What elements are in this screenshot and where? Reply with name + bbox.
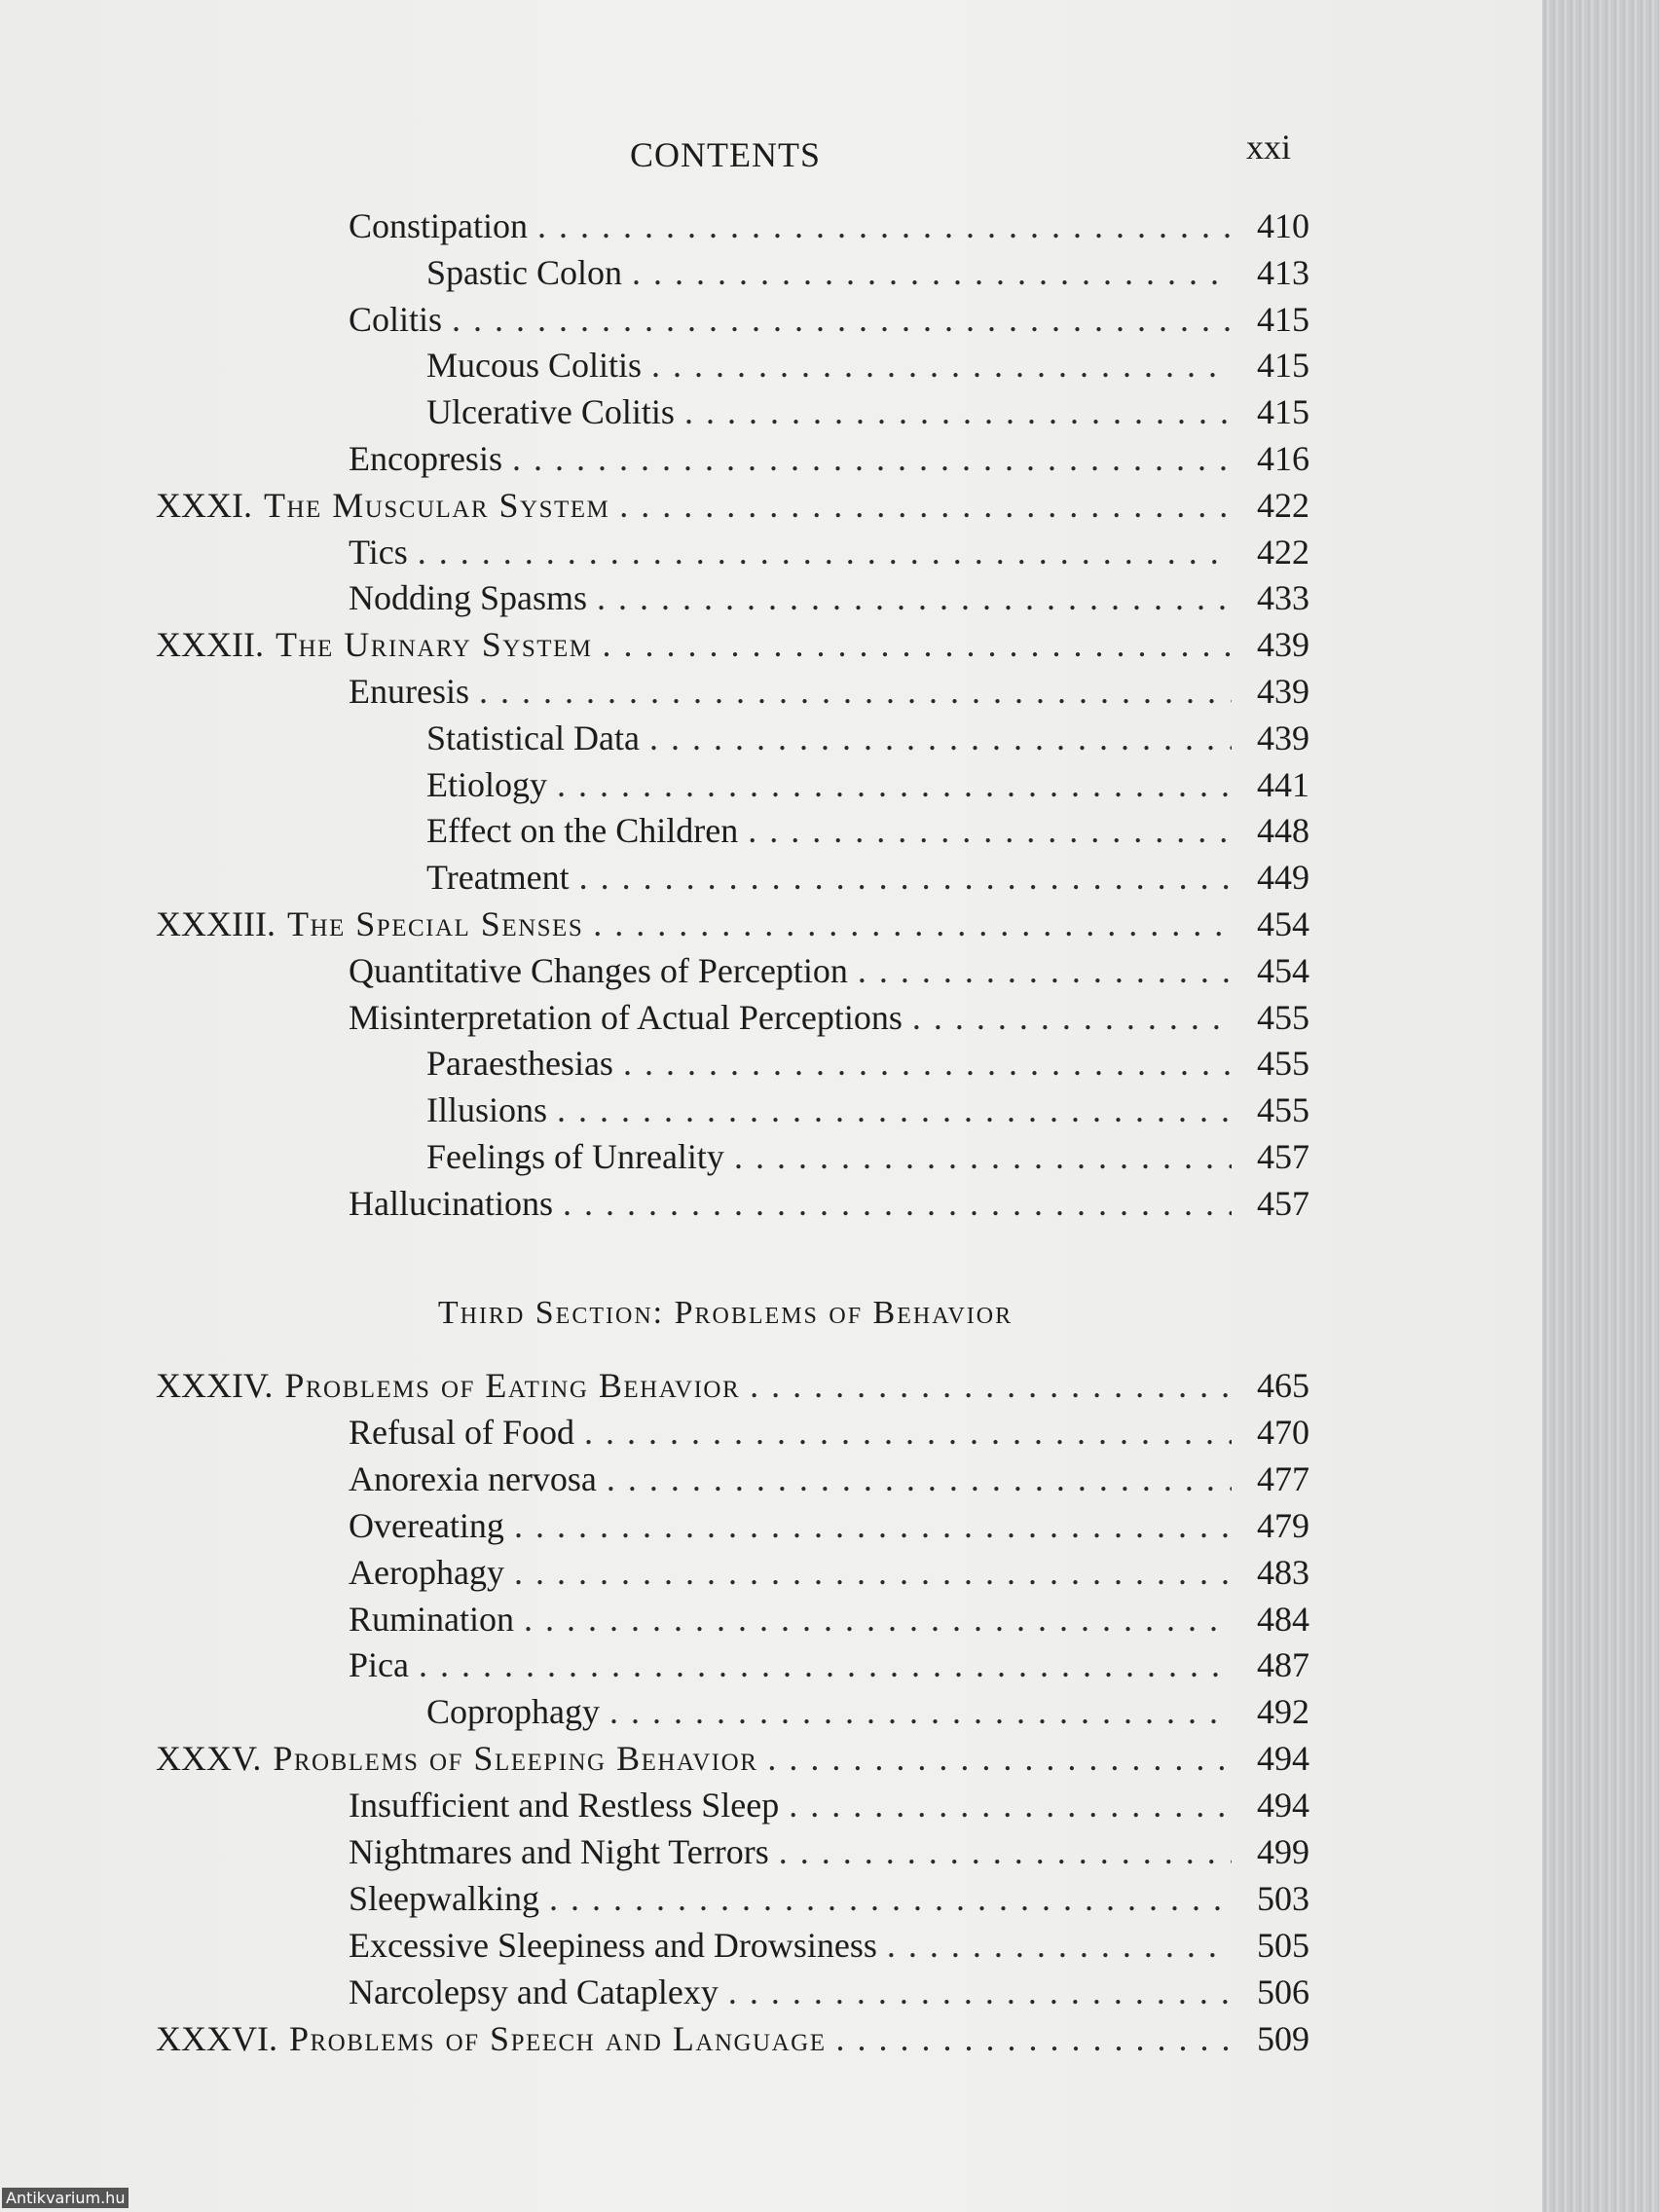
- chapter-number: XXXVI.: [156, 2018, 277, 2058]
- entry-page-number: 505: [1257, 1925, 1309, 1965]
- dot-leader: [912, 996, 1232, 1039]
- toc-entry: [426, 1690, 1309, 1733]
- toc-entry: [349, 204, 1309, 247]
- toc-entry: [349, 1411, 1309, 1454]
- entry-page-number: 439: [1257, 672, 1309, 711]
- entry-title: Aerophagy: [349, 1552, 504, 1592]
- entry-page-number: 479: [1257, 1505, 1309, 1545]
- entry-title: Encopresis: [349, 439, 502, 478]
- toc-entry: [426, 763, 1309, 806]
- entry-title: Problems of Eating Behavior: [284, 1366, 741, 1405]
- dot-leader: [623, 1042, 1232, 1085]
- dot-leader: [537, 204, 1232, 247]
- entry-title: Sleepwalking: [349, 1878, 539, 1918]
- entry-title: Rumination: [349, 1599, 514, 1639]
- toc-entry: [426, 1042, 1309, 1085]
- toc-entry: [426, 1135, 1309, 1178]
- entry-title: Mucous Colitis: [426, 346, 643, 386]
- entry-title: Colitis: [349, 299, 443, 339]
- toc-entry: [426, 251, 1309, 294]
- chapter-number: XXXII.: [156, 625, 264, 665]
- entry-title: Etiology: [426, 764, 547, 804]
- entry-page-number: 441: [1257, 764, 1309, 804]
- entry-page-number: 454: [1257, 904, 1309, 943]
- toc-entry: [426, 856, 1309, 899]
- dot-leader: [593, 903, 1232, 945]
- toc-entry: [349, 1877, 1309, 1920]
- section-heading: Third Section: Problems of Behavior: [437, 1295, 1014, 1331]
- entry-title: Illusions: [426, 1090, 548, 1130]
- entry-title: The Muscular System: [263, 485, 610, 525]
- dot-leader: [557, 1088, 1232, 1131]
- toc-entry: [349, 1551, 1309, 1594]
- entry-title: Excessive Sleepiness and Drowsiness: [349, 1925, 877, 1965]
- page-title: CONTENTS: [630, 135, 821, 174]
- entry-page-number: 494: [1257, 1786, 1309, 1825]
- toc-entry: [349, 1598, 1309, 1641]
- toc-entry: [349, 298, 1309, 341]
- chapter-entry: [156, 2017, 1309, 2060]
- entry-title: Quantitative Changes of Perception: [349, 950, 848, 990]
- watermark: Antikvarium.hu: [2, 2188, 129, 2208]
- entry-title: Tics: [349, 532, 408, 571]
- entry-page-number: 448: [1257, 811, 1309, 851]
- dot-leader: [419, 1643, 1232, 1686]
- dot-leader: [418, 531, 1232, 573]
- toc-entry: [349, 1830, 1309, 1873]
- toc-entry: [349, 1924, 1309, 1967]
- entry-title: Nightmares and Night Terrors: [349, 1832, 769, 1871]
- toc-entry: [349, 1457, 1309, 1500]
- dot-leader: [607, 1457, 1232, 1500]
- toc-entry: [426, 390, 1309, 433]
- toc-entry: [426, 344, 1309, 387]
- entry-page-number: 454: [1257, 950, 1309, 990]
- page-number: xxi: [1246, 128, 1292, 166]
- entry-title: Hallucinations: [349, 1183, 553, 1223]
- chapter-number: XXXV.: [156, 1739, 262, 1779]
- entry-title: Pica: [349, 1645, 409, 1685]
- entry-title: Insufficient and Restless Sleep: [349, 1786, 780, 1825]
- entry-page-number: 483: [1257, 1552, 1309, 1592]
- entry-page-number: 415: [1257, 346, 1309, 386]
- toc-entry: [426, 717, 1309, 759]
- chapter-entry: [156, 903, 1309, 945]
- entry-page-number: 477: [1257, 1458, 1309, 1498]
- dot-leader: [563, 1182, 1232, 1225]
- chapter-entry: [156, 1364, 1309, 1407]
- entry-page-number: 416: [1257, 439, 1309, 478]
- entry-page-number: 455: [1257, 1090, 1309, 1130]
- toc-entry: [349, 670, 1309, 713]
- toc-entry: [349, 1182, 1309, 1225]
- entry-title: Ulcerative Colitis: [426, 392, 675, 432]
- dot-leader: [609, 1690, 1232, 1733]
- dot-leader: [684, 390, 1232, 433]
- dot-leader: [549, 1877, 1232, 1920]
- entry-title: Enuresis: [349, 672, 469, 711]
- entry-title: Coprophagy: [426, 1692, 600, 1732]
- dot-leader: [649, 717, 1232, 759]
- entry-title: Effect on the Children: [426, 811, 739, 851]
- dot-leader: [728, 1971, 1232, 2013]
- entry-page-number: 415: [1257, 299, 1309, 339]
- entry-title: Constipation: [349, 206, 529, 245]
- toc-entry: [426, 809, 1309, 852]
- toc-entry: [349, 531, 1309, 573]
- dot-leader: [750, 1364, 1232, 1407]
- entry-page-number: 439: [1257, 718, 1309, 757]
- dot-leader: [887, 1924, 1232, 1967]
- entry-page-number: 492: [1257, 1692, 1309, 1732]
- entry-page-number: 509: [1257, 2018, 1309, 2058]
- dot-leader: [632, 251, 1232, 294]
- entry-title: Nodding Spasms: [349, 578, 588, 618]
- dot-leader: [584, 1411, 1232, 1454]
- entry-page-number: 494: [1257, 1739, 1309, 1779]
- entry-title: The Urinary System: [275, 625, 593, 665]
- entry-title: Statistical Data: [426, 718, 640, 757]
- toc-entry: [349, 996, 1309, 1039]
- entry-page-number: 455: [1257, 997, 1309, 1037]
- dot-leader: [597, 576, 1232, 619]
- entry-page-number: 439: [1257, 625, 1309, 665]
- entry-title: Paraesthesias: [426, 1044, 613, 1084]
- entry-page-number: 410: [1257, 206, 1309, 245]
- dot-leader: [836, 2017, 1233, 2060]
- toc-entry: [349, 1971, 1309, 2013]
- toc-entry: [349, 1643, 1309, 1686]
- dot-leader: [767, 1737, 1232, 1780]
- dot-leader: [514, 1504, 1232, 1547]
- chapter-number: XXXIII.: [156, 904, 276, 943]
- entry-page-number: 499: [1257, 1832, 1309, 1871]
- entry-title: The Special Senses: [286, 904, 584, 943]
- dot-leader: [603, 623, 1232, 666]
- dot-leader: [557, 763, 1232, 806]
- chapter-entry: [156, 484, 1309, 527]
- entry-title: Refusal of Food: [349, 1412, 574, 1452]
- entry-page-number: 455: [1257, 1044, 1309, 1084]
- chapter-number: XXXI.: [156, 485, 252, 525]
- toc-entry: [349, 437, 1309, 480]
- chapter-entry: [156, 623, 1309, 666]
- toc-entry: [426, 1088, 1309, 1131]
- entry-title: Misinterpretation of Actual Perceptions: [349, 997, 903, 1037]
- entry-page-number: 503: [1257, 1878, 1309, 1918]
- dot-leader: [789, 1784, 1232, 1826]
- toc-entry: [349, 949, 1309, 992]
- dot-leader: [524, 1598, 1232, 1641]
- dot-leader: [452, 298, 1232, 341]
- toc-entry: [349, 1504, 1309, 1547]
- toc-entry: [349, 576, 1309, 619]
- entry-page-number: 470: [1257, 1412, 1309, 1452]
- entry-page-number: 415: [1257, 392, 1309, 432]
- entry-page-number: 422: [1257, 532, 1309, 571]
- dot-leader: [779, 1830, 1232, 1873]
- entry-page-number: 422: [1257, 485, 1309, 525]
- entry-title: Spastic Colon: [426, 252, 623, 292]
- dot-leader: [514, 1551, 1232, 1594]
- entry-page-number: 465: [1257, 1366, 1309, 1405]
- entry-page-number: 457: [1257, 1183, 1309, 1223]
- dot-leader: [579, 856, 1232, 899]
- entry-title: Narcolepsy and Cataplexy: [349, 1972, 719, 2011]
- entry-title: Anorexia nervosa: [349, 1458, 597, 1498]
- entry-title: Treatment: [426, 858, 570, 898]
- dot-leader: [651, 344, 1232, 387]
- dot-leader: [512, 437, 1232, 480]
- entry-page-number: 457: [1257, 1137, 1309, 1176]
- entry-title: Feelings of Unreality: [426, 1137, 724, 1176]
- dot-leader: [479, 670, 1232, 713]
- toc-entry: [349, 1784, 1309, 1826]
- entry-title: Problems of Speech and Language: [288, 2018, 827, 2058]
- chapter-number: XXXIV.: [156, 1366, 274, 1405]
- entry-page-number: 506: [1257, 1972, 1309, 2011]
- entry-page-number: 484: [1257, 1599, 1309, 1639]
- entry-page-number: 433: [1257, 578, 1309, 618]
- entry-page-number: 449: [1257, 858, 1309, 898]
- dot-leader: [734, 1135, 1232, 1178]
- dot-leader: [748, 809, 1232, 852]
- dot-leader: [619, 484, 1232, 527]
- entry-title: Overeating: [349, 1505, 504, 1545]
- dot-leader: [858, 949, 1232, 992]
- page-stack-edge: [1542, 0, 1659, 2212]
- entry-page-number: 413: [1257, 252, 1309, 292]
- entry-title: Problems of Sleeping Behavior: [273, 1739, 758, 1779]
- entry-page-number: 487: [1257, 1645, 1309, 1685]
- chapter-entry: [156, 1737, 1309, 1780]
